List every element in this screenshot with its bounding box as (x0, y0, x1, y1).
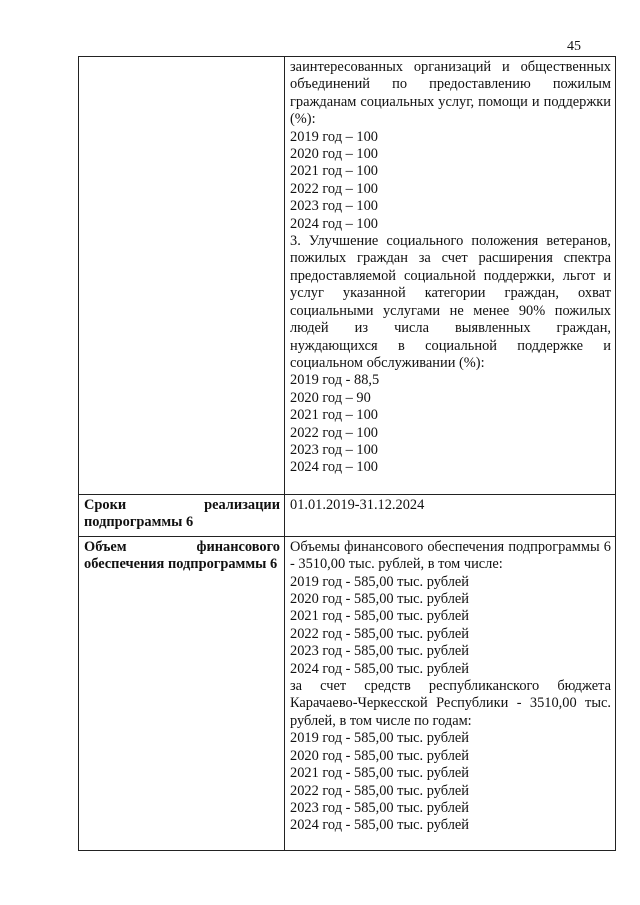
indicator-value: 2019 год - 88,5 (290, 372, 380, 389)
table-row-indicators (79, 57, 616, 495)
table-row-period (79, 495, 616, 537)
indicators-cell (285, 57, 616, 495)
indicator-value: 2022 год – 100 (290, 424, 379, 441)
indicator-3-text: 3. Улучшение социального положения ветеранов, пожилых граждан за счет расширения спектра предоставляемой социальной поддержки, льгот и услуг указанной категории граждан, охват социальными услугами не менее 90% пожилых людей из числа выявленных граждан, нуждающихся в социальной поддержке и социальном обслуживании (%): (290, 233, 611, 371)
funding-label: Объем финансового обеспечения подпрограммы 6 (79, 536, 285, 850)
indicator-value: 2019 год – 100 (290, 128, 379, 145)
indicator-value: 2021 год – 100 (290, 163, 379, 180)
period-label: Сроки реализации подпрограммы 6 (79, 495, 285, 537)
indicator-value: 2020 год – 100 (290, 146, 379, 163)
budget-source-text: за счет средств республиканского бюджета Карачаево-Черкесской Республики - 3510,00 тыс. рублей, в том числе по годам: (290, 678, 611, 729)
table-row-funding (79, 536, 616, 850)
budget-year-value: 2024 год - 585,00 тыс. рублей (290, 817, 469, 834)
funding-year-value: 2021 год - 585,00 тыс. рублей (290, 608, 469, 625)
funding-year-value: 2023 год - 585,00 тыс. рублей (290, 643, 469, 660)
empty-label-cell (79, 57, 285, 495)
funding-total-text: Объемы финансового обеспечения подпрограммы 6 - 3510,00 тыс. рублей, в том числе: (290, 538, 611, 573)
budget-year-value: 2023 год - 585,00 тыс. рублей (290, 799, 469, 816)
funding-year-value: 2019 год - 585,00 тыс. рублей (290, 573, 469, 590)
indicator-value: 2024 год – 100 (290, 215, 379, 232)
page-number: 45 (567, 39, 581, 54)
indicator-value: 2023 год – 100 (290, 441, 379, 458)
budget-year-value: 2021 год - 585,00 тыс. рублей (290, 765, 469, 782)
indicator-value: 2022 год – 100 (290, 180, 379, 197)
subprogram-passport-table (78, 56, 616, 851)
indicator-tail-text: заинтересованных организаций и общественных объединений по предоставлению пожилым гражданам социальных услуг, помощи и поддержки (%): (290, 59, 611, 128)
budget-year-value: 2020 год - 585,00 тыс. рублей (290, 747, 469, 764)
funding-cell (285, 536, 616, 850)
funding-year-value: 2020 год - 585,00 тыс. рублей (290, 591, 469, 608)
funding-year-value: 2022 год - 585,00 тыс. рублей (290, 625, 469, 642)
budget-year-value: 2022 год - 585,00 тыс. рублей (290, 782, 469, 799)
funding-year-value: 2024 год - 585,00 тыс. рублей (290, 660, 469, 677)
budget-year-value: 2019 год - 585,00 тыс. рублей (290, 730, 469, 747)
indicator-value: 2024 год – 100 (290, 459, 379, 476)
indicator-value: 2023 год – 100 (290, 198, 379, 215)
indicator-value: 2020 год – 90 (290, 389, 371, 406)
indicator-value: 2021 год – 100 (290, 407, 379, 424)
period-value: 01.01.2019-31.12.2024 (285, 495, 616, 537)
